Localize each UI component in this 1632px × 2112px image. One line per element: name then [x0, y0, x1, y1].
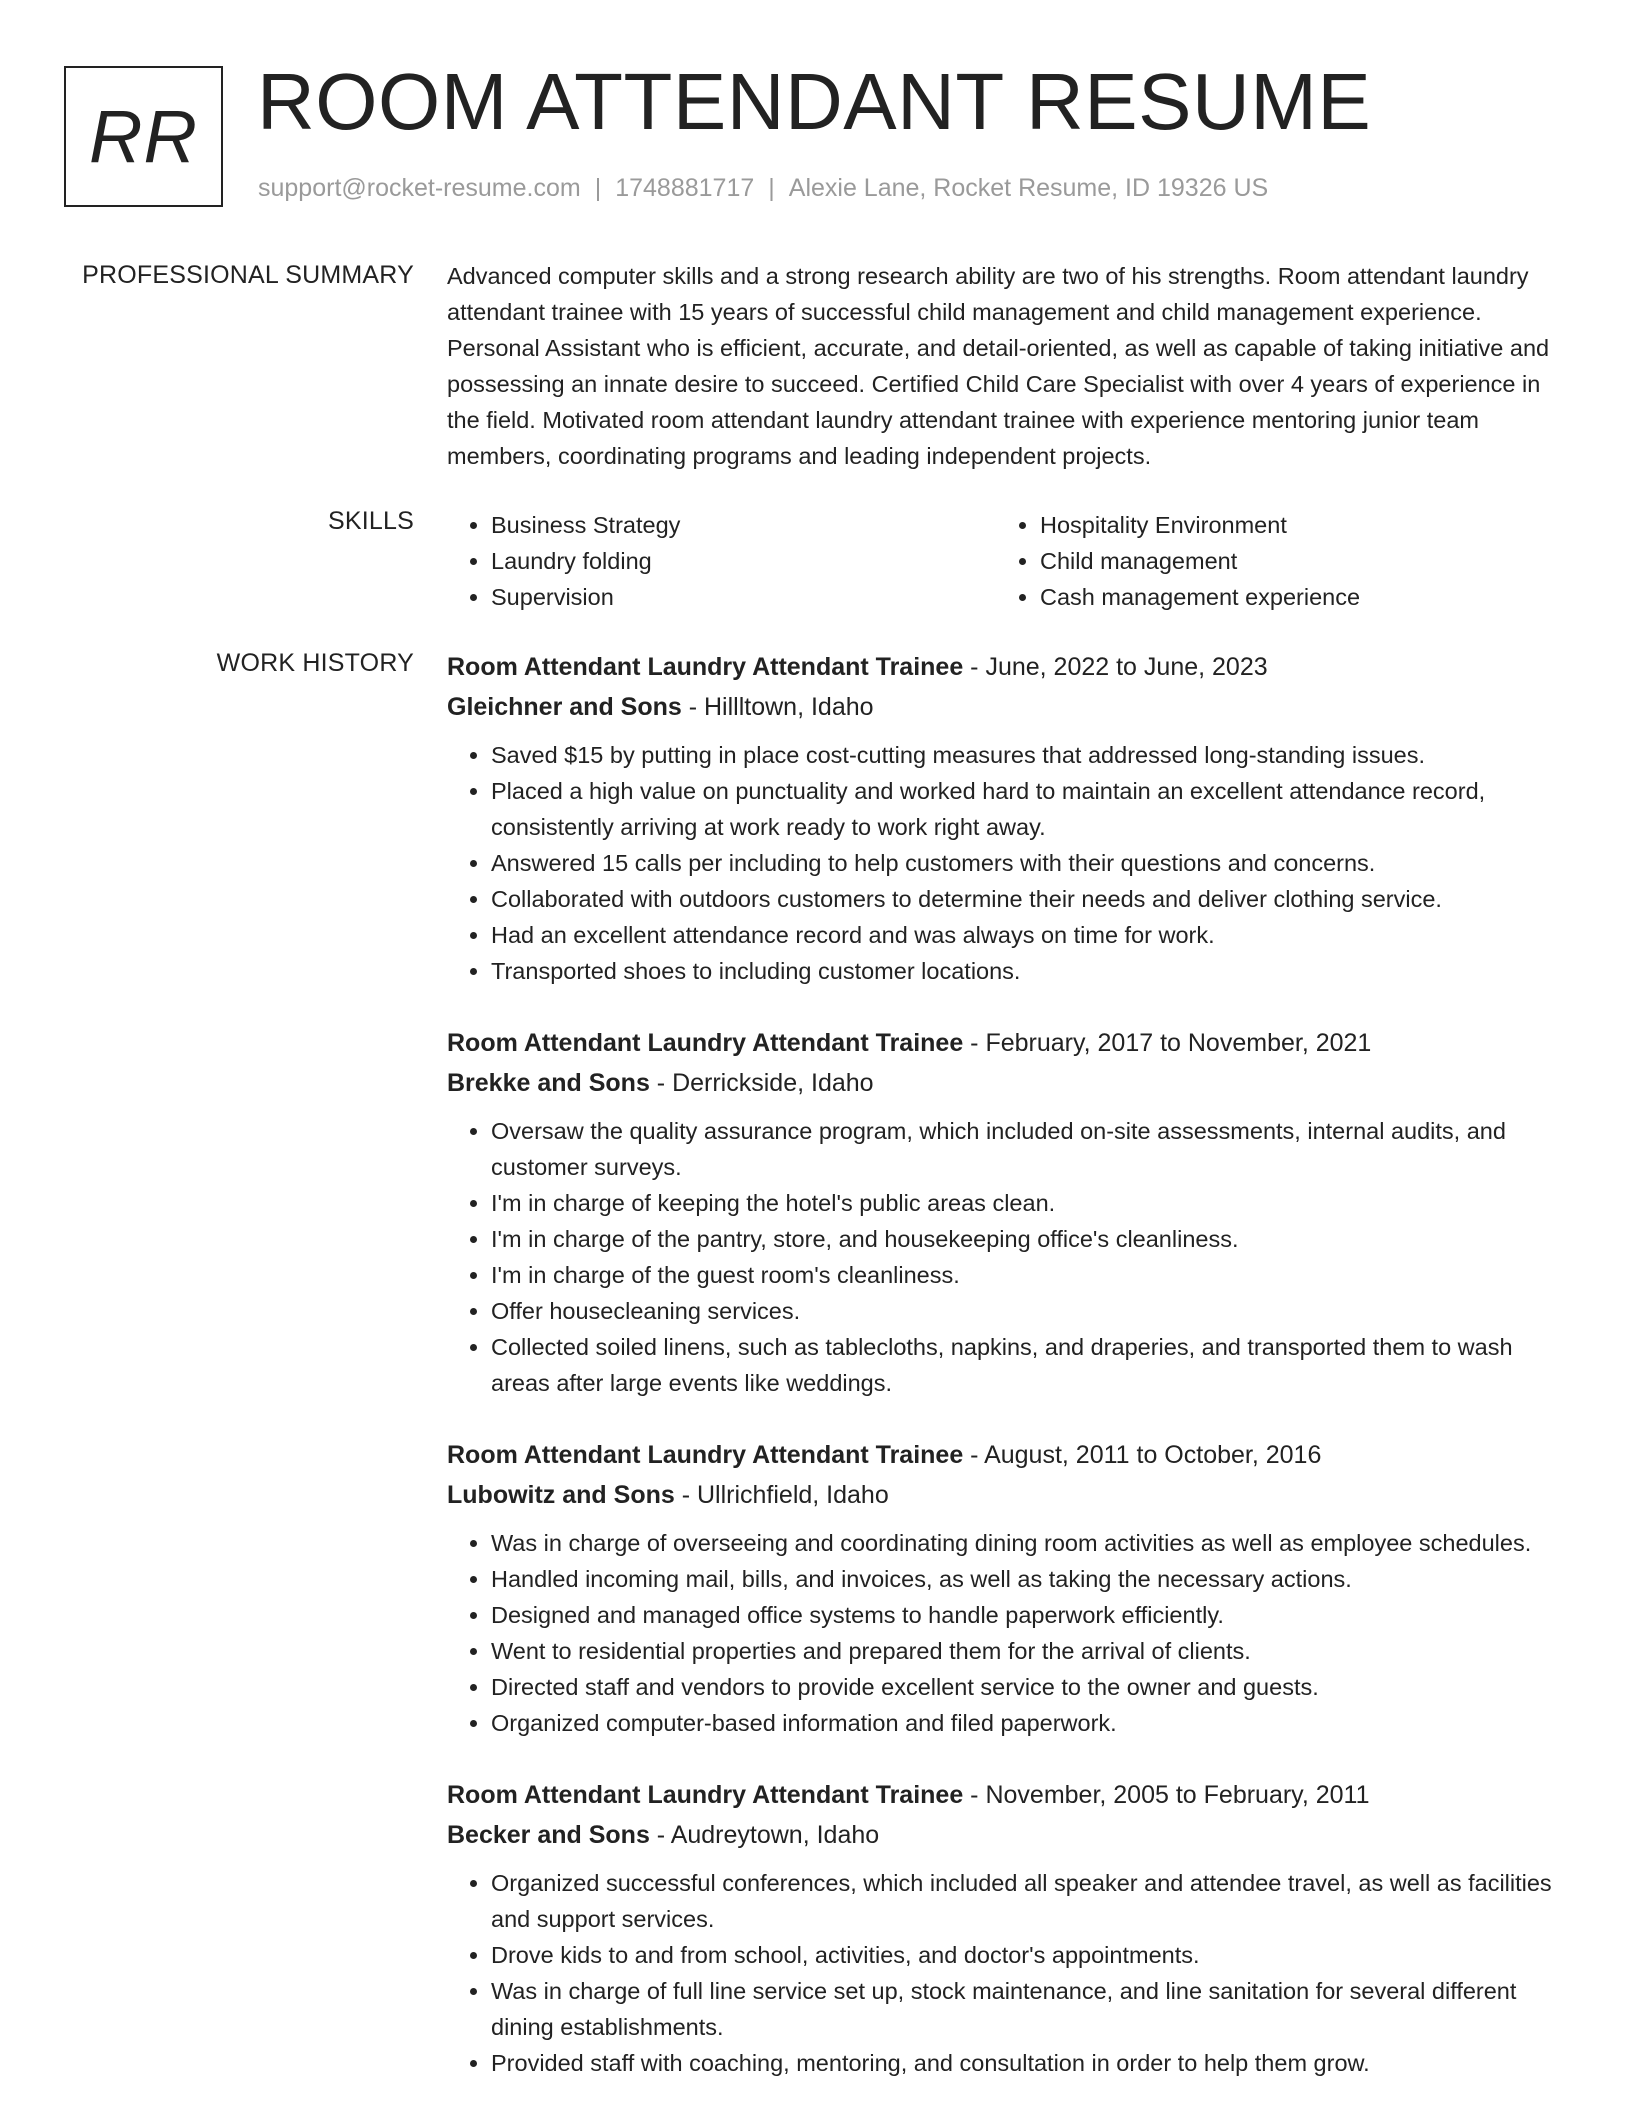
job-company-line [447, 687, 1567, 727]
skills-columns [447, 507, 1567, 615]
job-company: Brekke and Sons [447, 1069, 650, 1097]
job-dates: - June, 2022 to June, 2023 [963, 653, 1268, 681]
skill-item: • Hospitality Environment [1040, 507, 1545, 543]
job-bullet: • Went to residential properties and prepared them for the arrival of clients. [491, 1633, 1567, 1669]
job-bullet: • Organized computer-based information and filed paperwork. [491, 1705, 1567, 1741]
contact-separator: | [594, 174, 602, 202]
skills-body [447, 507, 1567, 615]
summary-body [447, 258, 1567, 474]
job-bullet: • Directed staff and vendors to provide excellent service to the owner and guests. [491, 1669, 1567, 1705]
job-bullet: • Organized successful conferences, which included all speaker and attendee travel, as well as facilities and support services. [491, 1865, 1567, 1937]
job-bullet: • Handled incoming mail, bills, and invoices, as well as taking the necessary actions. [491, 1561, 1567, 1597]
job-entry [447, 1023, 1567, 1401]
job-bullet: • I'm in charge of the pantry, store, and housekeeping office's cleanliness. [491, 1221, 1567, 1257]
job-title-line [447, 1775, 1567, 1815]
skills-label: SKILLS [328, 507, 414, 535]
job-title: Room Attendant Laundry Attendant Trainee [447, 1029, 964, 1057]
skill-item: • Child management [1040, 543, 1545, 579]
contact-line [258, 174, 1268, 203]
skill-item: • Business Strategy [491, 507, 996, 543]
monogram-initials: RR [89, 95, 198, 178]
job-bullet: • Offer housecleaning services. [491, 1293, 1567, 1329]
job-bullet: • Collected soiled linens, such as tablecloths, napkins, and draperies, and transported them to wash areas after large events like weddings. [491, 1329, 1567, 1401]
job-title: Room Attendant Laundry Attendant Trainee [447, 1781, 964, 1809]
job-company-line [447, 1063, 1567, 1103]
job-bullet: • I'm in charge of the guest room's cleanliness. [491, 1257, 1567, 1293]
summary-label: PROFESSIONAL SUMMARY [82, 261, 414, 289]
job-bullets [447, 1113, 1567, 1401]
job-bullet: • Placed a high value on punctuality and worked hard to maintain an excellent attendance record, consistently arriving at work ready to work right away. [491, 773, 1567, 845]
skills-list-left [447, 507, 996, 615]
contact-phone: 1748881717 [615, 174, 755, 202]
job-company: Gleichner and Sons [447, 693, 682, 721]
work-history-label: WORK HISTORY [216, 649, 414, 677]
job-company-line [447, 1815, 1567, 1855]
job-bullet: • Provided staff with coaching, mentoring, and consultation in order to help them grow. [491, 2045, 1567, 2081]
job-dates: - February, 2017 to November, 2021 [963, 1029, 1372, 1057]
job-entry [447, 1435, 1567, 1741]
skills-list-right [996, 507, 1545, 615]
job-bullet: • Designed and managed office systems to handle paperwork efficiently. [491, 1597, 1567, 1633]
job-title: Room Attendant Laundry Attendant Trainee [447, 1441, 964, 1469]
job-bullet: • Was in charge of overseeing and coordinating dining room activities as well as employee schedules. [491, 1525, 1567, 1561]
job-title-line [447, 647, 1567, 687]
job-title: Room Attendant Laundry Attendant Trainee [447, 653, 964, 681]
skill-item: • Supervision [491, 579, 996, 615]
skill-item: • Laundry folding [491, 543, 996, 579]
job-company: Becker and Sons [447, 1821, 650, 1849]
job-bullet: • Saved $15 by putting in place cost-cutting measures that addressed long-standing issues. [491, 737, 1567, 773]
job-bullets [447, 737, 1567, 989]
job-entry [447, 647, 1567, 989]
job-title-line [447, 1435, 1567, 1475]
summary-text: Advanced computer skills and a strong research ability are two of his strengths. Room attendant laundry attendant trainee with 15 years of successful child management and child management experience. Personal Assistant who is efficient, accurate, and detail-oriented, as well as capable of taking initiative and possessing an innate desire to succeed. Certified Child Care Specialist with over 4 years of experience in the field. Motivated room attendant laundry attendant trainee with experience mentoring junior team members, coordinating programs and leading independent projects. [447, 263, 1550, 469]
resume-title: ROOM ATTENDANT RESUME [257, 57, 1372, 146]
job-entry [447, 1775, 1567, 2081]
skill-item: • Cash management experience [1040, 579, 1545, 615]
work-history-body [447, 647, 1567, 2112]
contact-address: Alexie Lane, Rocket Resume, ID 19326 US [788, 174, 1269, 202]
job-bullet: • Collaborated with outdoors customers to determine their needs and deliver clothing service. [491, 881, 1567, 917]
job-dates: - November, 2005 to February, 2011 [963, 1781, 1370, 1809]
contact-separator: | [768, 174, 775, 202]
job-title-line [447, 1023, 1567, 1063]
job-bullet: • Was in charge of full line service set up, stock maintenance, and line sanitation for several different dining establishments. [491, 1973, 1567, 2045]
job-company-line [447, 1475, 1567, 1515]
contact-email: support@rocket-resume.com [258, 174, 581, 202]
job-bullet: • Answered 15 calls per including to help customers with their questions and concerns. [491, 845, 1567, 881]
job-bullet: • Oversaw the quality assurance program, which included on-site assessments, internal audits, and customer surveys. [491, 1113, 1567, 1185]
job-dates: - August, 2011 to October, 2016 [963, 1441, 1322, 1469]
job-location: - Derrickside, Idaho [649, 1069, 874, 1097]
job-location: - Hillltown, Idaho [681, 693, 874, 721]
job-location: - Audreytown, Idaho [649, 1821, 880, 1849]
job-bullet: • Transported shoes to including customer locations. [491, 953, 1567, 989]
job-bullets [447, 1865, 1567, 2081]
job-bullet: • Had an excellent attendance record and was always on time for work. [491, 917, 1567, 953]
job-bullet: • I'm in charge of keeping the hotel's public areas clean. [491, 1185, 1567, 1221]
job-location: - Ullrichfield, Idaho [674, 1481, 889, 1509]
job-company: Lubowitz and Sons [447, 1481, 675, 1509]
job-bullet: • Drove kids to and from school, activities, and doctor's appointments. [491, 1937, 1567, 1973]
job-bullets [447, 1525, 1567, 1741]
monogram-logo [64, 66, 223, 207]
